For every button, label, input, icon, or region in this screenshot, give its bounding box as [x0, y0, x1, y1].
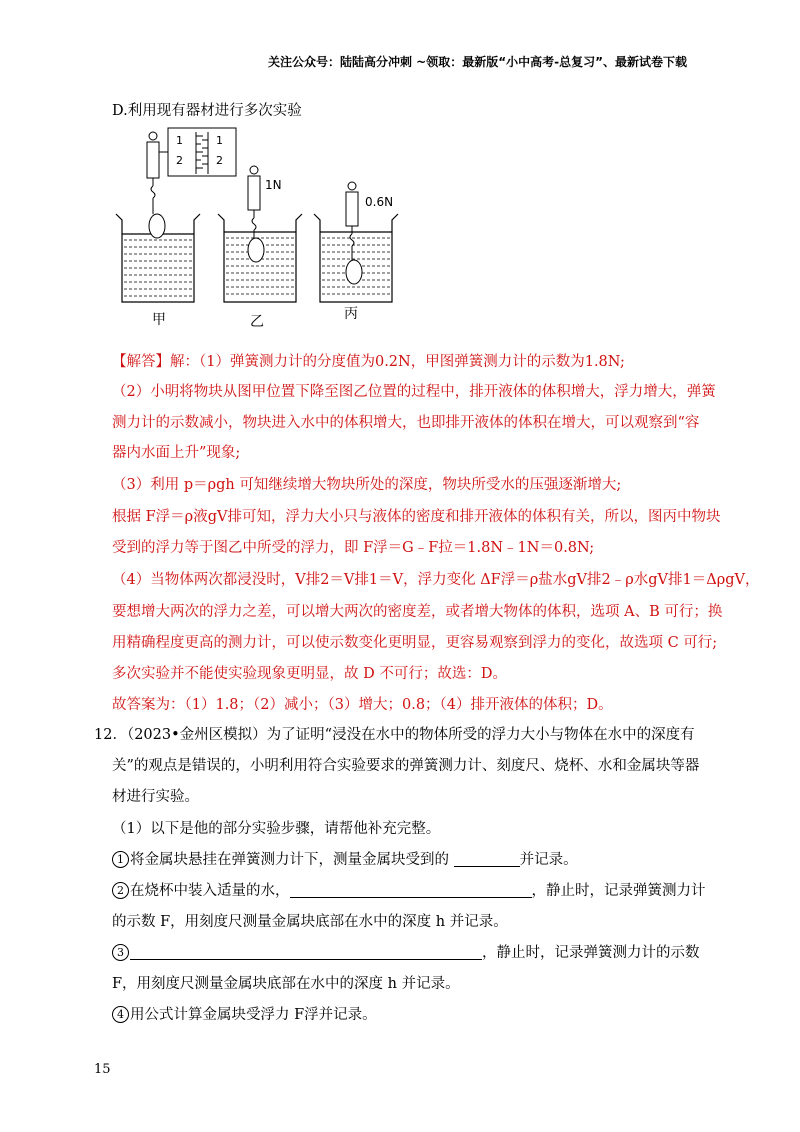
block-bing: [346, 260, 362, 284]
answer-line-4: 器内水面上升”现象;: [112, 445, 241, 461]
water-jia: [124, 240, 192, 296]
step-2: 2 在烧杯中装入适量的水， ，静止时，记录弹簧测力计: [112, 879, 706, 900]
label-yi: 乙: [250, 314, 264, 330]
answer-final: 故答案为：（1）1.8；（2）减小；（3）增大；0.8；（4）排开液体的体积；D。: [112, 697, 613, 713]
step-3-blank[interactable]: [130, 945, 482, 960]
answer-line-1: 【解答】解：（1）弹簧测力计的分度值为0.2N，甲图弹簧测力计的示数为1.8N;: [112, 354, 625, 370]
scale-zoom-box: [159, 128, 236, 176]
q12-line-2: 关”的观点是错误的，小明利用符合实验要求的弹簧测力计、刻度尺、烧杯、水和金属块等器: [112, 758, 700, 774]
answer-line-11: 多次实验并不能使实验现象更明显，故 D 不可行；故选：D。: [112, 666, 507, 682]
answer-line-9: 要想增大两次的浮力之差，可以增大两次的密度差，或者增大物体的体积，选项 A、B 可行；换: [112, 604, 723, 620]
scale-label-1b: 1: [216, 134, 223, 147]
beaker-bing: [314, 214, 398, 302]
answer-line-5: （3）利用 p＝ρgh 可知继续增大物块所处的深度，物块所受水的压强逐渐增大;: [112, 477, 622, 493]
block-yi: [248, 238, 264, 262]
answer-line-7: 受到的浮力等于图乙中所受的浮力，即 F浮＝G﹣F拉＝1.8N﹣1N＝0.8N;: [112, 540, 595, 556]
experiment-figure: [110, 122, 410, 332]
answer-line-6: 根据 F浮＝ρ液gV排可知，浮力大小只与液体的密度和排开液体的体积有关，所以，图丙中物块: [112, 509, 721, 525]
q12-sub-1: （1）以下是他的部分实验步骤，请帮他补充完整。: [112, 821, 441, 837]
label-bing: 丙: [344, 306, 358, 322]
reading-bing: 0.6N: [365, 195, 394, 209]
label-jia: 甲: [152, 312, 166, 328]
block-jia: [149, 214, 165, 238]
answer-line-2: （2）小明将物块从图甲位置下降至图乙位置的过程中，排开液体的体积增大，浮力增大，弹簧: [112, 384, 716, 400]
step-2-blank[interactable]: [290, 883, 532, 898]
answer-line-3: 测力计的示数减小，物块进入水中的体积增大，也即排开液体的体积在增大，可以观察到“容: [112, 415, 700, 431]
spring-scale-bing: [346, 182, 358, 260]
q12-line-1: 12．（2023•金州区模拟）为了证明“浸没在水中的物体所受的浮力大小与物体在水中的深度有: [94, 727, 695, 743]
page-number: 15: [94, 1062, 111, 1077]
step-2-number: 2: [112, 882, 129, 899]
scale-label-2: 2: [176, 154, 183, 167]
spring-scale-yi: [248, 166, 260, 238]
option-d: D.利用现有器材进行多次实验: [112, 103, 302, 119]
spring-scale-jia: [147, 132, 159, 214]
step-1: 1 将金属块悬挂在弹簧测力计下，测量金属块受到的 并记录。: [112, 848, 578, 869]
page-header: 关注公众号：陆陆高分冲刺 ~领取：最新版“小中高考-总复习”、最新试卷下载: [268, 55, 687, 69]
step-1-number: 1: [112, 851, 129, 868]
step-3-number: 3: [112, 944, 129, 961]
step-1-blank[interactable]: [454, 852, 520, 867]
reading-yi: 1N: [265, 178, 282, 192]
answer-tag: 【解答】: [112, 354, 170, 370]
step-2-cont: 的示数 F，用刻度尺测量金属块底部在水中的深度 h 并记录。: [112, 914, 508, 930]
step-3-cont: F，用刻度尺测量金属块底部在水中的深度 h 并记录。: [112, 976, 460, 992]
step-4-number: 4: [112, 1006, 129, 1023]
step-4: 4 用公式计算金属块受浮力 F浮并记录。: [112, 1003, 377, 1024]
answer-line-10: 用精确程度更高的测力计，可以使示数变化更明显，更容易观察到浮力的变化，故选项 C 可行;: [112, 635, 718, 651]
step-3: 3 ，静止时，记录弹簧测力计的示数: [112, 941, 700, 962]
scale-label-2b: 2: [216, 154, 223, 167]
answer-line-8: （4）当物体两次都浸没时，V排2＝V排1＝V，浮力变化 ΔF浮＝ρ盐水gV排2﹣ρ水gV排1＝ΔρgV，: [112, 572, 760, 588]
q12-line-3: 材进行实验。: [112, 789, 199, 805]
scale-label-1: 1: [176, 134, 183, 147]
